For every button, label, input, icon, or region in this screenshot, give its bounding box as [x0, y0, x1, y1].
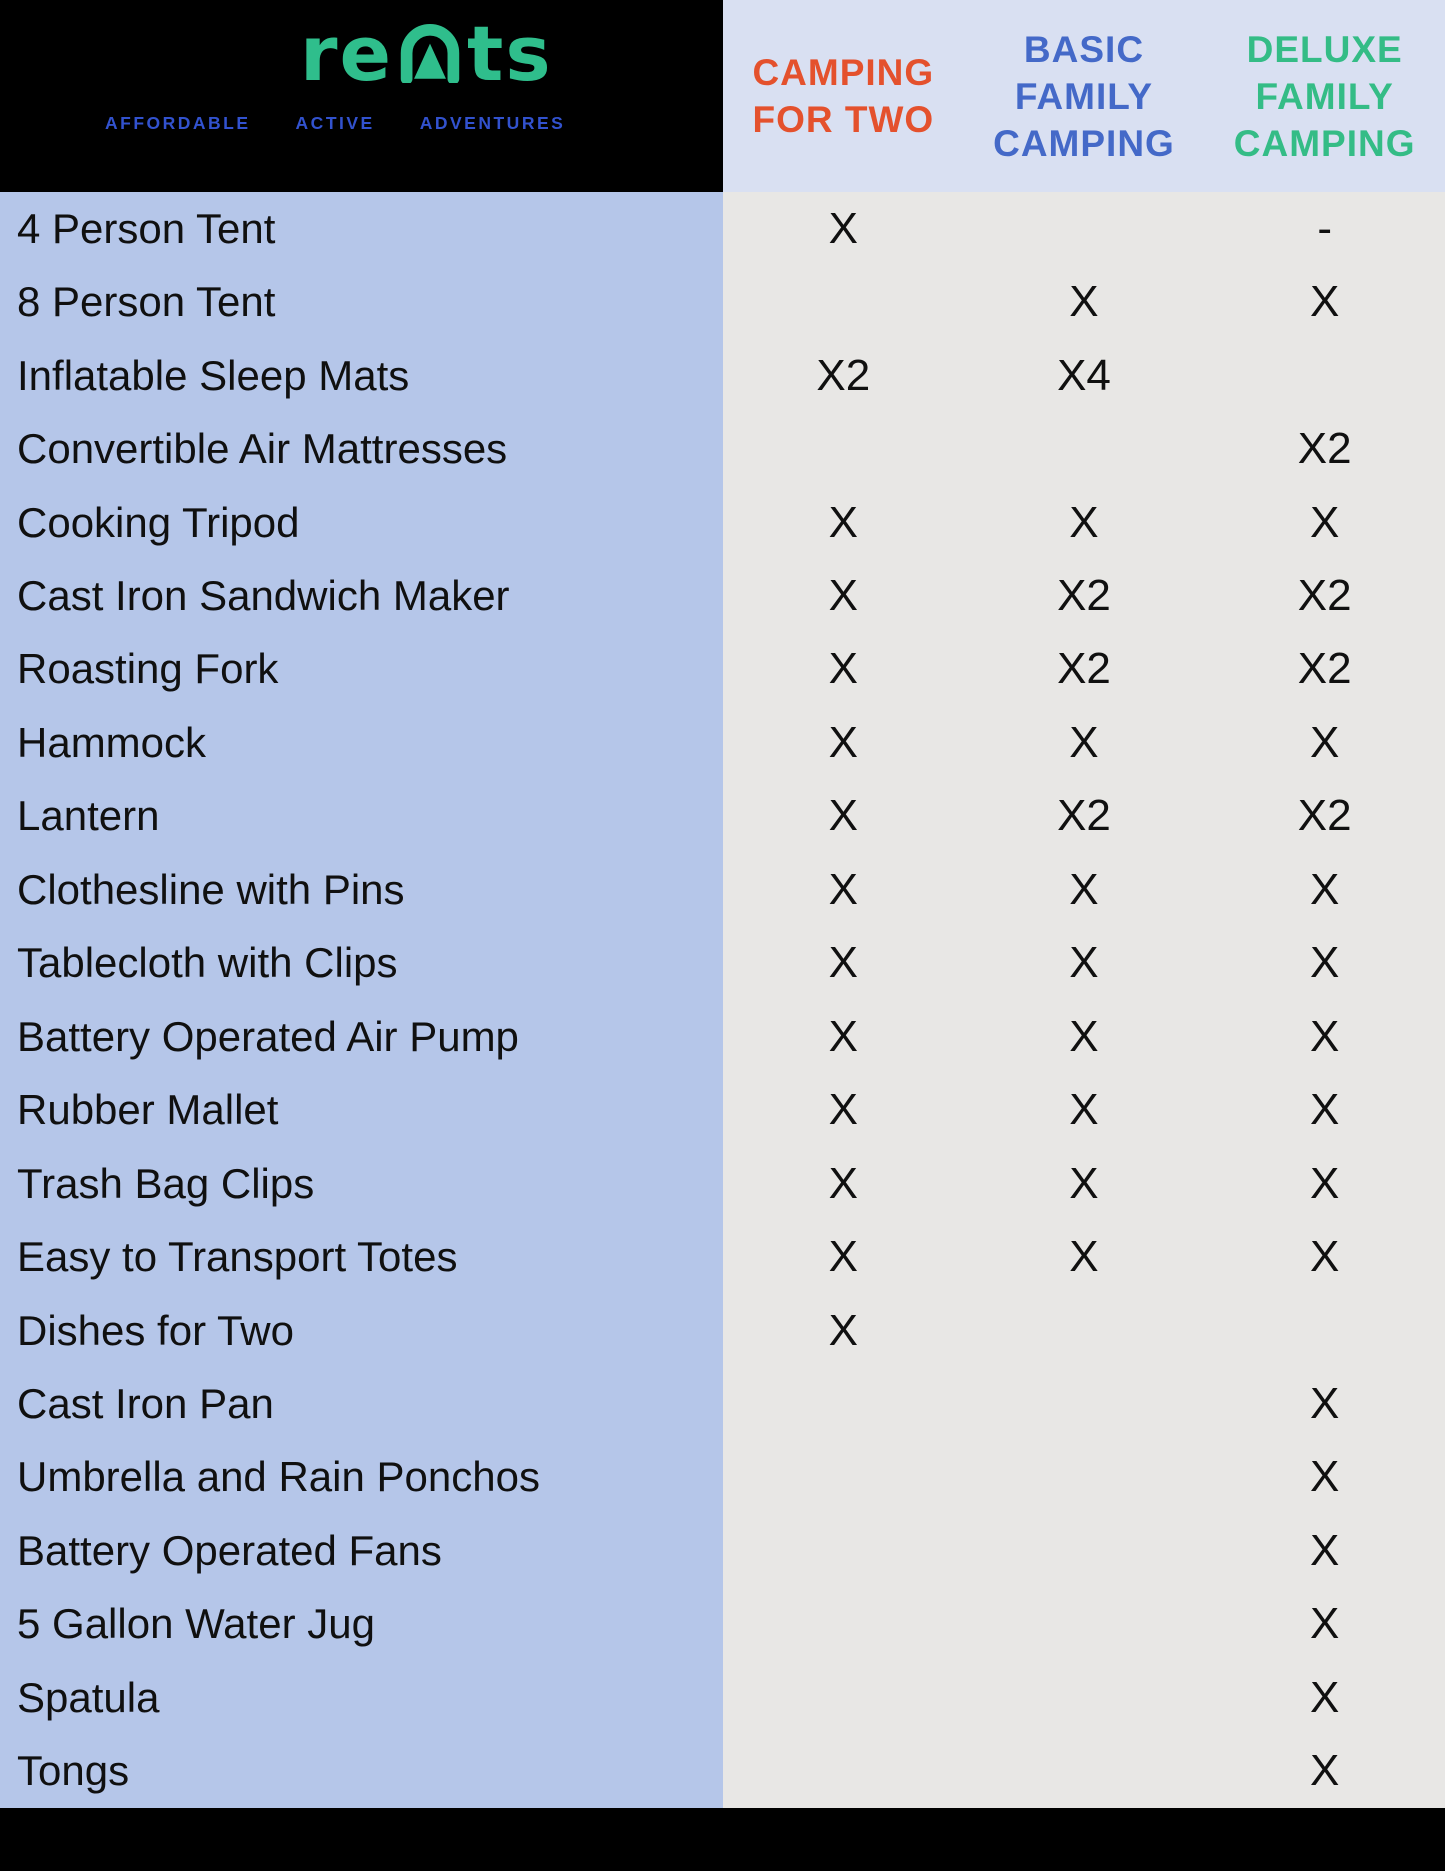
column-header-line: BASIC	[1023, 28, 1145, 70]
value-cell-basic-family-camping: X	[1069, 1085, 1099, 1135]
item-cell	[0, 1661, 723, 1734]
item-cell	[0, 853, 723, 926]
item-label: Hammock	[17, 718, 207, 766]
value-cells	[723, 412, 1445, 485]
column-header-basic-family-camping	[964, 0, 1205, 192]
value-cell-basic-family-camping: X	[1069, 1232, 1099, 1282]
value-cell-camping-for-two: X	[828, 570, 858, 620]
value-cell-deluxe-family-camping: X	[1309, 1599, 1340, 1649]
value-cell-deluxe-family-camping: X	[1309, 864, 1340, 914]
brand-name-suffix: ts	[467, 9, 553, 98]
table-row	[0, 559, 1445, 632]
table-row	[0, 412, 1445, 485]
table-row	[0, 780, 1445, 853]
value-cell-basic-family-camping	[964, 1441, 1205, 1514]
item-label: Battery Operated Fans	[17, 1526, 442, 1574]
value-cell-deluxe-family-camping: X2	[1297, 644, 1352, 694]
value-cell-basic-family-camping	[964, 412, 1205, 485]
value-cell-basic-family-camping: X2	[1057, 644, 1111, 694]
value-cell-deluxe-family-camping: X	[1309, 1158, 1340, 1208]
column-header-deluxe-family-camping	[1204, 0, 1445, 192]
item-cell	[0, 1441, 723, 1514]
value-cell-camping-for-two: X	[828, 644, 858, 694]
value-cell-camping-for-two: X	[828, 497, 858, 547]
value-cells	[723, 633, 1445, 706]
value-cell-camping-for-two: X	[828, 1011, 858, 1061]
item-label: Tongs	[17, 1747, 130, 1795]
table-row	[0, 1367, 1445, 1440]
item-cell	[0, 780, 723, 853]
value-cell-camping-for-two: X	[828, 1085, 858, 1135]
item-cell	[0, 339, 723, 412]
tagline-word: ACTIVE	[295, 113, 375, 133]
value-cell-deluxe-family-camping: X	[1309, 1232, 1340, 1282]
item-cell	[0, 1367, 723, 1440]
comparison-table	[0, 192, 1445, 1808]
value-cell-basic-family-camping: X2	[1057, 791, 1111, 841]
value-cell-camping-for-two: X	[828, 864, 858, 914]
value-cell-deluxe-family-camping: X	[1309, 1452, 1340, 1502]
value-cell-basic-family-camping	[964, 1294, 1205, 1367]
item-label: Battery Operated Air Pump	[17, 1012, 519, 1060]
value-cells	[723, 1294, 1445, 1367]
value-cell-camping-for-two: X	[828, 938, 858, 988]
value-cell-basic-family-camping: X	[1069, 1011, 1099, 1061]
table-row	[0, 192, 1445, 265]
item-cell	[0, 1588, 723, 1661]
value-cell-deluxe-family-camping: X	[1309, 497, 1340, 547]
table-row	[0, 1000, 1445, 1073]
value-cell-camping-for-two	[723, 1588, 964, 1661]
table-row	[0, 1147, 1445, 1220]
column-header-line: FAMILY	[1014, 75, 1154, 117]
value-cells	[723, 1514, 1445, 1587]
item-cell	[0, 192, 723, 265]
value-cell-deluxe-family-camping	[1204, 339, 1445, 412]
value-cell-camping-for-two	[723, 1735, 964, 1808]
tagline-word: ADVENTURES	[419, 113, 566, 133]
value-cell-deluxe-family-camping: X2	[1297, 570, 1352, 620]
value-cells	[723, 1735, 1445, 1808]
item-label: Spatula	[17, 1673, 160, 1721]
value-cell-camping-for-two	[723, 1661, 964, 1734]
value-cells	[723, 1588, 1445, 1661]
column-header-line: FOR TWO	[752, 99, 935, 140]
value-cell-basic-family-camping: X	[1069, 938, 1099, 988]
item-label: Clothesline with Pins	[17, 865, 405, 913]
value-cells	[723, 559, 1445, 632]
table-row	[0, 1073, 1445, 1146]
value-cell-basic-family-camping	[964, 1367, 1205, 1440]
value-cell-camping-for-two	[723, 412, 964, 485]
item-cell	[0, 1514, 723, 1587]
item-label: Cast Iron Sandwich Maker	[17, 571, 510, 619]
value-cells	[723, 192, 1445, 265]
value-cell-camping-for-two: X2	[816, 350, 871, 400]
item-cell	[0, 1147, 723, 1220]
brand-name-prefix: re	[300, 9, 394, 98]
value-cells	[723, 1367, 1445, 1440]
value-cell-basic-family-camping: X	[1069, 717, 1099, 767]
item-label: Cast Iron Pan	[17, 1379, 274, 1427]
table-row	[0, 1588, 1445, 1661]
item-cell	[0, 1220, 723, 1293]
table-row	[0, 633, 1445, 706]
value-cell-deluxe-family-camping: X	[1309, 1378, 1340, 1428]
value-cell-camping-for-two: X	[828, 1232, 858, 1282]
tent-icon	[396, 17, 464, 88]
item-label: Cooking Tripod	[17, 498, 300, 546]
value-cells	[723, 486, 1445, 559]
value-cell-deluxe-family-camping: X	[1309, 1746, 1340, 1796]
value-cell-deluxe-family-camping: X	[1309, 1011, 1340, 1061]
value-cell-basic-family-camping: X	[1069, 497, 1099, 547]
item-label: Umbrella and Rain Ponchos	[17, 1453, 540, 1501]
item-label: Convertible Air Mattresses	[17, 425, 508, 473]
value-cell-basic-family-camping: X4	[1057, 350, 1111, 400]
value-cell-basic-family-camping: X	[1069, 864, 1099, 914]
value-cells	[723, 927, 1445, 1000]
value-cell-basic-family-camping: X	[1069, 1158, 1099, 1208]
value-cell-basic-family-camping	[964, 1588, 1205, 1661]
table-row	[0, 1220, 1445, 1293]
item-cell	[0, 1294, 723, 1367]
value-cell-camping-for-two: X	[828, 1158, 858, 1208]
table-row	[0, 853, 1445, 926]
item-label: 8 Person Tent	[17, 278, 276, 326]
value-cells	[723, 1441, 1445, 1514]
item-cell	[0, 412, 723, 485]
value-cell-basic-family-camping: X	[1069, 277, 1099, 327]
item-label: Rubber Mallet	[17, 1086, 279, 1134]
value-cell-deluxe-family-camping: X	[1309, 717, 1340, 767]
value-cells	[723, 1220, 1445, 1293]
item-label: Roasting Fork	[17, 645, 279, 693]
column-header-camping-for-two	[723, 0, 964, 192]
value-cell-camping-for-two: X	[828, 717, 858, 767]
item-cell	[0, 486, 723, 559]
value-cells	[723, 853, 1445, 926]
table-row	[0, 706, 1445, 779]
footer-band	[0, 1808, 1445, 1871]
value-cell-deluxe-family-camping: X	[1309, 1525, 1340, 1575]
item-cell	[0, 633, 723, 706]
value-cell-deluxe-family-camping: X	[1309, 1672, 1340, 1722]
item-label: 5 Gallon Water Jug	[17, 1600, 375, 1648]
value-cells	[723, 1073, 1445, 1146]
value-cell-deluxe-family-camping: X2	[1297, 424, 1352, 474]
value-cell-basic-family-camping	[964, 192, 1205, 265]
item-cell	[0, 1073, 723, 1146]
value-cell-deluxe-family-camping: -	[1317, 203, 1332, 253]
column-header-line: DELUXE	[1246, 28, 1403, 70]
table-row	[0, 1735, 1445, 1808]
item-label: Inflatable Sleep Mats	[17, 351, 410, 399]
value-cell-basic-family-camping	[964, 1661, 1205, 1734]
item-cell	[0, 927, 723, 1000]
table-row	[0, 1441, 1445, 1514]
item-label: Easy to Transport Totes	[17, 1233, 458, 1281]
value-cell-deluxe-family-camping	[1204, 1294, 1445, 1367]
table-row	[0, 339, 1445, 412]
item-label: Tablecloth with Clips	[17, 939, 398, 987]
value-cell-camping-for-two	[723, 265, 964, 338]
table-row	[0, 1661, 1445, 1734]
value-cells	[723, 1000, 1445, 1073]
value-cell-camping-for-two: X	[828, 203, 858, 253]
value-cell-camping-for-two	[723, 1514, 964, 1587]
table-row	[0, 265, 1445, 338]
item-cell	[0, 265, 723, 338]
value-cell-basic-family-camping	[964, 1735, 1205, 1808]
value-cell-deluxe-family-camping: X2	[1297, 791, 1352, 841]
header-band	[0, 0, 1445, 192]
value-cells	[723, 265, 1445, 338]
value-cell-basic-family-camping: X2	[1057, 570, 1111, 620]
brand-logo	[300, 10, 553, 98]
column-header-line: CAMPING	[1233, 122, 1416, 164]
table-row	[0, 1514, 1445, 1587]
value-cells	[723, 706, 1445, 779]
table-row	[0, 486, 1445, 559]
package-column-headers	[723, 0, 1445, 192]
value-cell-camping-for-two	[723, 1441, 964, 1514]
item-label: Trash Bag Clips	[17, 1159, 315, 1207]
value-cells	[723, 780, 1445, 853]
tagline-word: AFFORDABLE	[105, 113, 251, 133]
item-cell	[0, 706, 723, 779]
table-row	[0, 1294, 1445, 1367]
brand-logo-box	[0, 0, 723, 192]
brand-tagline	[105, 113, 565, 134]
value-cell-basic-family-camping	[964, 1514, 1205, 1587]
table-row	[0, 927, 1445, 1000]
item-label: Lantern	[17, 792, 160, 840]
value-cell-deluxe-family-camping: X	[1309, 277, 1340, 327]
item-label: Dishes for Two	[17, 1306, 294, 1354]
value-cell-deluxe-family-camping: X	[1309, 1085, 1340, 1135]
value-cells	[723, 339, 1445, 412]
item-label: 4 Person Tent	[17, 204, 276, 252]
item-cell	[0, 1735, 723, 1808]
column-header-line: CAMPING	[752, 52, 935, 93]
value-cells	[723, 1147, 1445, 1220]
item-cell	[0, 1000, 723, 1073]
value-cell-camping-for-two: X	[828, 1305, 858, 1355]
value-cell-deluxe-family-camping: X	[1309, 938, 1340, 988]
item-cell	[0, 559, 723, 632]
value-cell-camping-for-two	[723, 1367, 964, 1440]
column-header-line: FAMILY	[1255, 75, 1394, 117]
column-header-line: CAMPING	[993, 122, 1175, 164]
value-cell-camping-for-two: X	[828, 791, 858, 841]
value-cells	[723, 1661, 1445, 1734]
